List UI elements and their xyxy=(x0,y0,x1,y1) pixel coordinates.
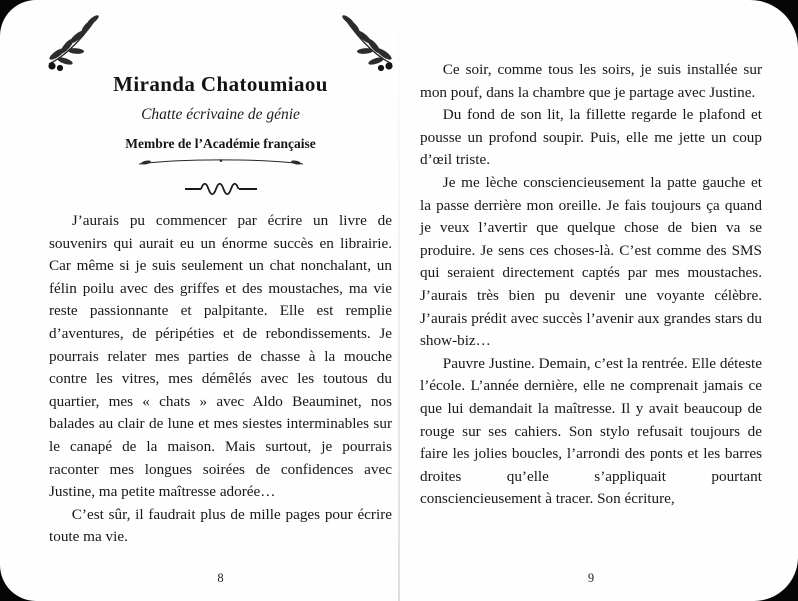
page-gutter xyxy=(398,0,400,601)
paragraph: J’aurais pu commencer par écrire un livre de souvenirs qui aurait eu un énorme succès en librairie. Car même si je suis seulement un chat nonchalant, un félin poilu avec des griffes et des moustaches, ma vie reste passionnante et palpitante. Elle est remplie d’aventures, de péripéties et de rebondissements. Je pourrais relater mes parties de chasse à la mouche contre les vitres, mes démêlés avec les toutous du quartier, mes « chats » avec Aldo Beauminet, nos balades au clair de lune et mes siestes interminables sur le canapé de la maison. Mais surtout, je pourrais raconter mes longues soirées de confidences avec Justine, ma petite maîtresse adorée… xyxy=(49,212,392,501)
chapter-subtitle: Chatte écrivaine de génie xyxy=(141,106,300,123)
right-page xyxy=(420,0,762,601)
paragraph: C’est sûr, il faudrait plus de mille pages pour écrire toute ma vie. xyxy=(49,505,392,546)
paragraph: Ce soir, comme tous les soirs, je suis installée sur mon pouf, dans la chambre que je partage avec Justine. xyxy=(420,61,762,101)
academy-membership: Membre de l’Académie française xyxy=(125,136,316,151)
page-number-right: 9 xyxy=(587,571,595,585)
paragraph: Du fond de son lit, la fillette regarde le plafond et pousse un profond soupir. Puis, elle me jette un coup d’œil triste. xyxy=(420,106,762,169)
paragraph: Pauvre Justine. Demain, c’est la rentrée. Elle déteste l’école. L’année dernière, elle ne comprenait jamais ce que lui demandait la maîtresse. Il y avait beaucoup de rouge sur ses cahiers. Son stylo refusait toujours de faire les jolies boucles, l’arrondi des ponts et les barres droites qu’elle s’appliquait pourtant consciencieusement à tracer. Son écriture, xyxy=(420,354,762,508)
olive-branch-left-icon xyxy=(43,10,109,72)
chapter-header xyxy=(49,0,392,197)
left-page xyxy=(49,0,392,601)
olive-branch-right-icon xyxy=(332,10,398,72)
chapter-title: Miranda Chatoumiaou xyxy=(113,72,328,96)
paragraph: Je me lèche consciencieusement la patte gauche et la passe derrière mon oreille. Je fais toujours ça quand je veux l’avertir que quelque chose de bien va se produire. Je sens ces choses-là. C’est comme des SMS qui seraient directement captés par mes moustaches. J’aurais très bien pu devenir une voyante célèbre. J’aurais prédit avec succès l’avenir aux grandes stars du show-biz… xyxy=(420,173,762,350)
squiggle-divider-icon xyxy=(185,181,257,197)
leaf-flourish-icon xyxy=(136,156,306,168)
right-page-text xyxy=(420,0,762,511)
left-page-text xyxy=(49,210,392,549)
page-number-left: 8 xyxy=(217,571,224,585)
